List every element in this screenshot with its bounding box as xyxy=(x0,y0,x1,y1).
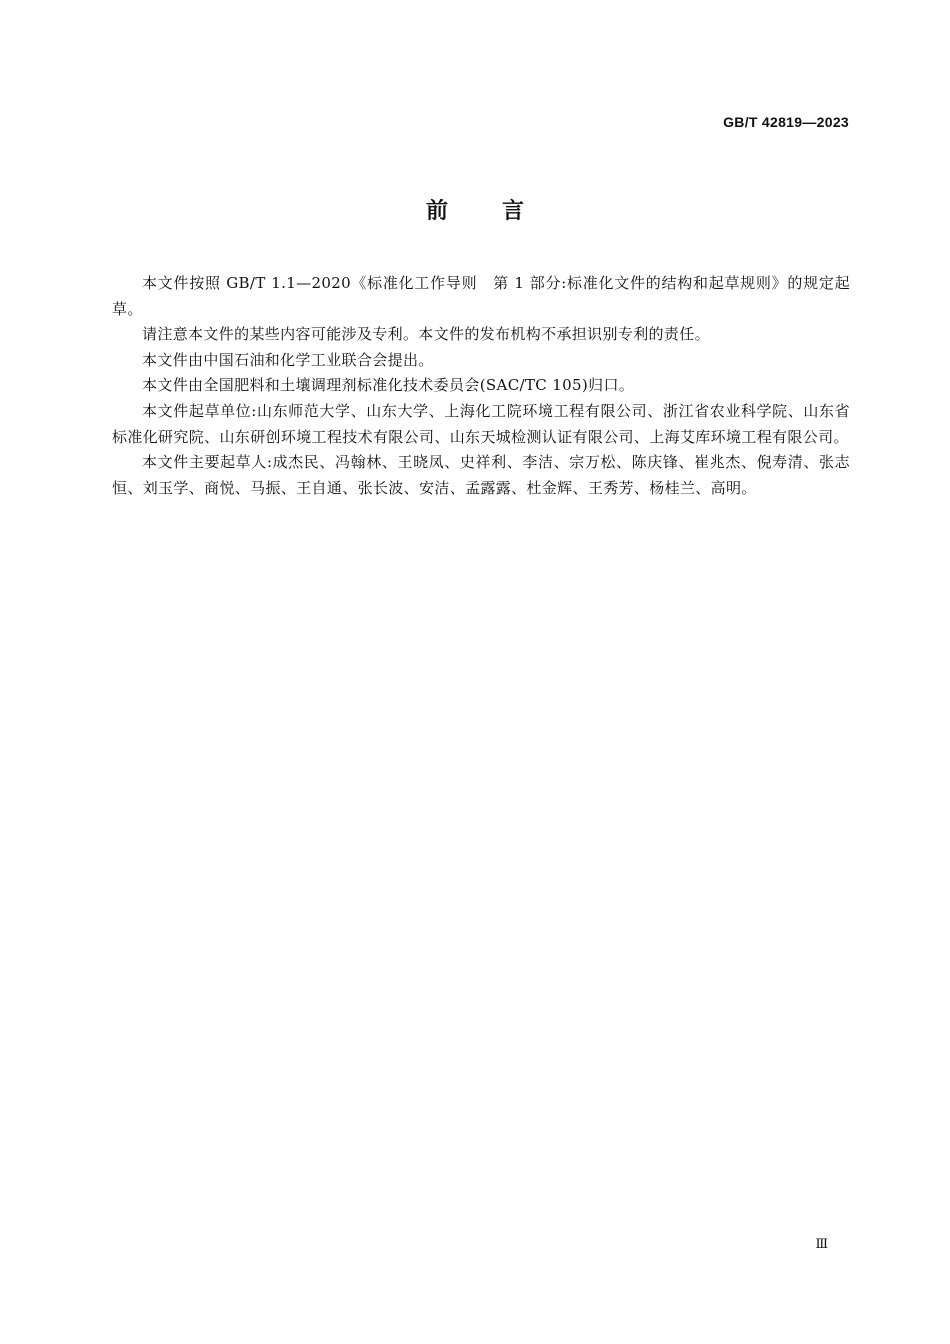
paragraph-committee: 本文件由全国肥料和土壤调理剂标准化技术委员会(SAC/TC 105)归口。 xyxy=(142,376,635,395)
paragraph-drafting-units: 本文件起草单位:山东师范大学、山东大学、上海化工院环境工程有限公司、浙江省农业科学院、山东省标准化研究院、山东研创环境工程技术有限公司、山东天城检测认证有限公司、上海艾库环境工程有限公司。 xyxy=(112,401,850,446)
foreword-body xyxy=(112,271,850,501)
foreword-title: 前言 xyxy=(425,199,578,224)
paragraph-drafters: 本文件主要起草人:成杰民、冯翰林、王晓凤、史祥利、李洁、宗万松、陈庆锋、崔兆杰、倪寿清、张志恒、刘玉学、商悦、马振、王自通、张长波、安洁、孟露露、杜金辉、王秀芳、杨桂兰、高明。 xyxy=(112,453,850,497)
paragraph-drafting-rules: 本文件按照 GB/T 1.1—2020《标准化工作导则 第 1 部分:标准化文件的结构和起草规则》的规定起草。 xyxy=(112,274,850,318)
page-number: Ⅲ xyxy=(815,1237,828,1252)
paragraph-patent-notice: 请注意本文件的某些内容可能涉及专利。本文件的发布机构不承担识别专利的责任。 xyxy=(142,325,710,344)
standard-code: GB/T 42819—2023 xyxy=(723,114,849,130)
paragraph-proposer: 本文件由中国石油和化学工业联合会提出。 xyxy=(142,350,434,369)
